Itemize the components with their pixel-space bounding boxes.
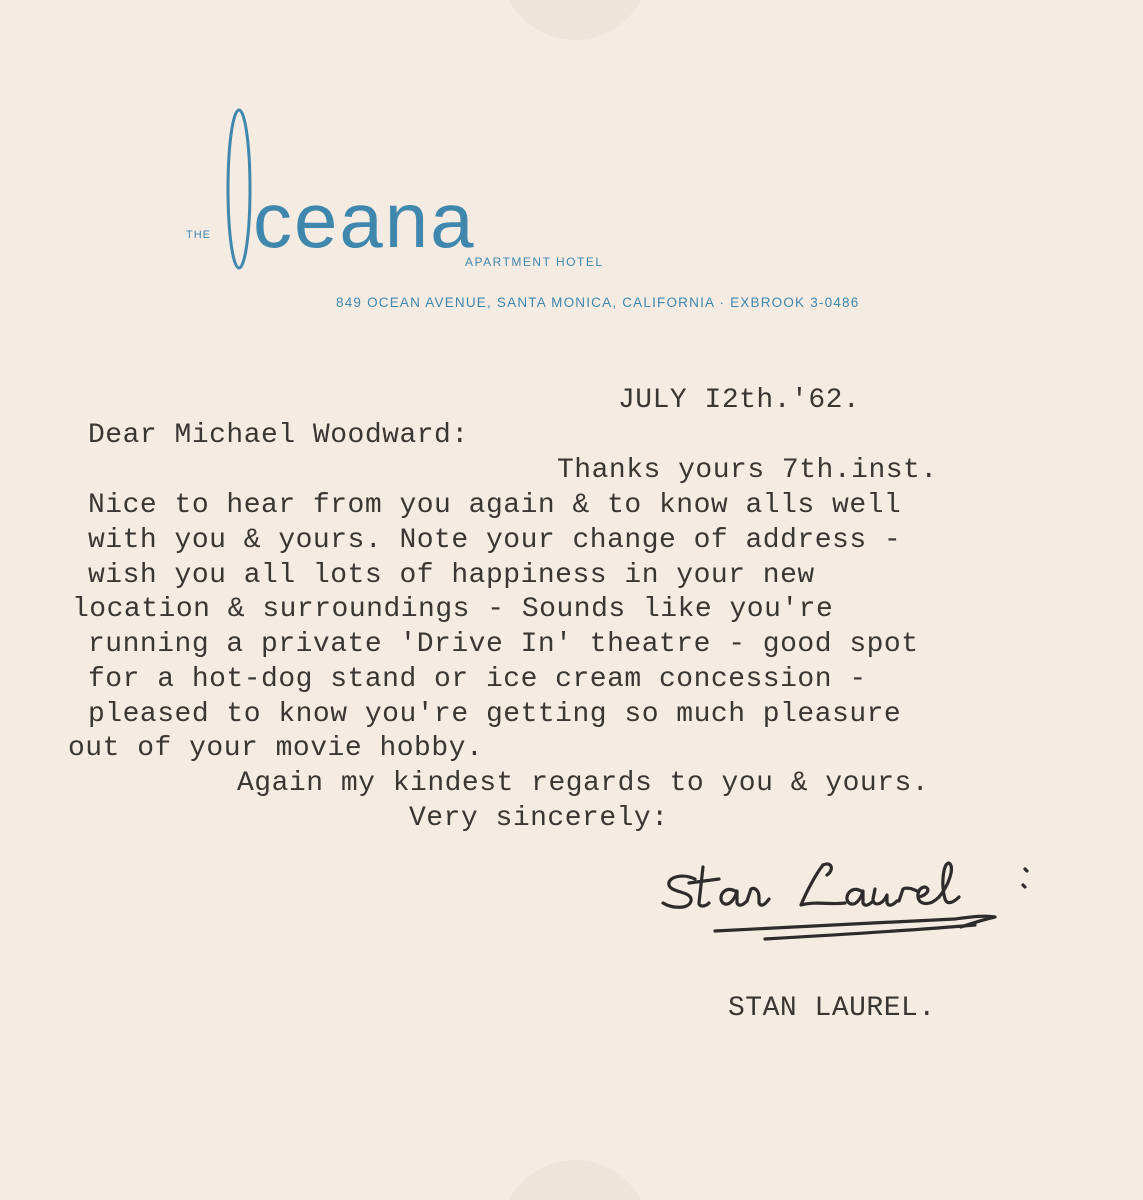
- letter-line: Thanks yours 7th.inst.: [557, 455, 938, 486]
- letter-line: for a hot-dog stand or ice cream concession -: [88, 664, 867, 695]
- letter-line: pleased to know you're getting so much pleasure: [88, 699, 902, 730]
- letterhead-subtitle: APARTMENT HOTEL: [465, 255, 604, 269]
- letter-line: running a private 'Drive In' theatre - good spot: [88, 629, 919, 660]
- oceana-o-logo-icon: [226, 107, 252, 271]
- letter-line: out of your movie hobby.: [68, 733, 484, 764]
- handwritten-signature: [655, 845, 1045, 955]
- letter-line: Nice to hear from you again & to know alls well: [88, 490, 902, 521]
- letter-line: wish you all lots of happiness in your new: [88, 560, 815, 591]
- letterhead-prefix: THE: [186, 229, 211, 241]
- punch-hole-bottom: [500, 1160, 650, 1200]
- letterhead-name: ceana: [253, 176, 476, 264]
- letter-line: Again my kindest regards to you & yours.: [237, 768, 930, 799]
- letter-line: location & surroundings - Sounds like you're: [72, 594, 834, 625]
- typed-signature-name: STAN LAUREL.: [728, 993, 936, 1024]
- letter-line: with you & yours. Note your change of address -: [88, 525, 902, 556]
- letter-date: JULY I2th.'62.: [618, 385, 861, 416]
- letterhead-address: 849 OCEAN AVENUE, SANTA MONICA, CALIFORNIA · EXBROOK 3-0486: [336, 295, 860, 310]
- letter-salutation: Dear Michael Woodward:: [88, 420, 469, 451]
- letter-closing: Very sincerely:: [409, 803, 669, 834]
- letterhead: [0, 0, 1143, 330]
